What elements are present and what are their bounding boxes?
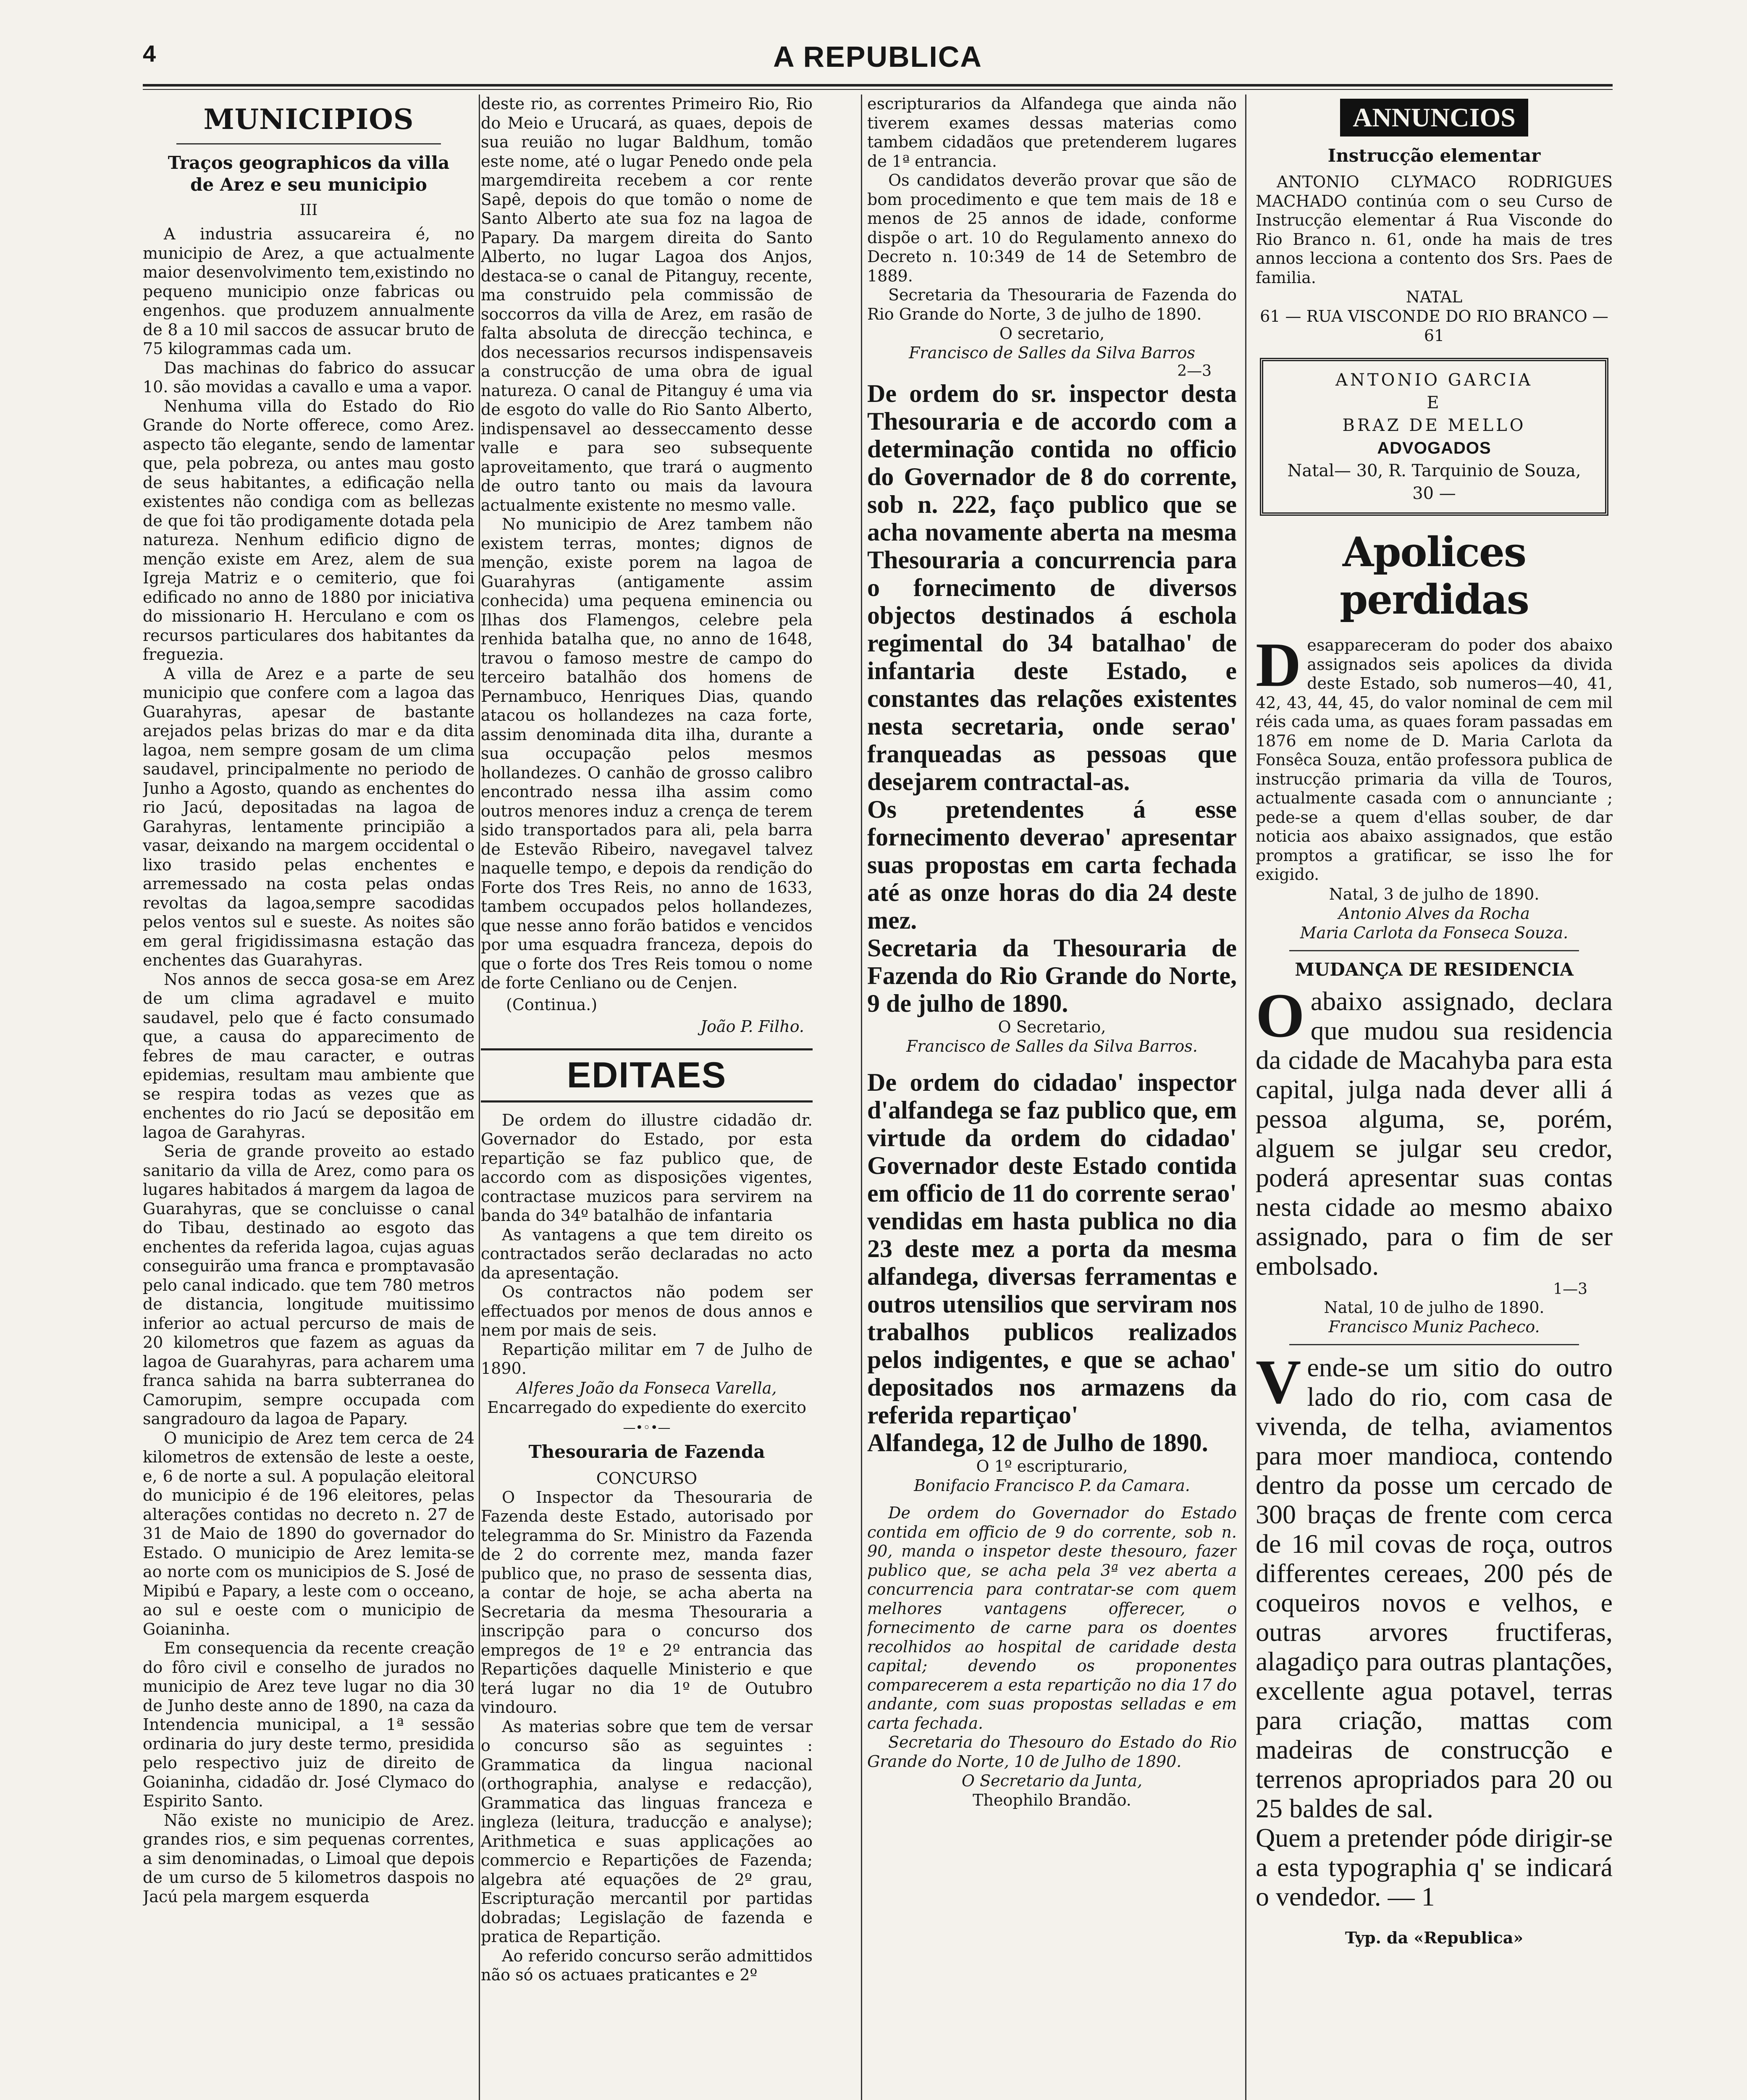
notice-large: Alfandega, 12 de Julho de 1890. [867, 1429, 1208, 1457]
notice-large: Secretaria da Thesouraria de Fazenda do Rio Grande do Norte, 9 de julho de 1890. [867, 934, 1237, 1017]
instrucao-header: Instrucção elementar [1327, 145, 1541, 166]
editaes-header: EDITAES [481, 1048, 813, 1102]
paragraph: Secretaria da Thesouraria de Fazenda do Rio Grande do Norte, 3 de julho de 1890. [867, 286, 1237, 323]
paragraph: deste rio, as correntes Primeiro Rio, Rio do Meio e Urucará, as quaes, depois de sua reuião no lugar Baldhum, tomão este nome, até o lugar Penedo onde pela margemdireita recebem a cor rente Sapê, depois do que tomão o nome de Santo Alberto ate sua foz na lagoa de Papary. Da margem direita do Santo Alberto, no lugar Lagoa dos Anjos, destaca-se o canal de Pitanguy, recente, ma construido pela commissão de soccorros da villa de Arez, em rasão de falta absoluta de direcção techinca, e dos necessarios recursos indispensaveis a construcção de uma obra de igual natureza. O canal de Pitanguy é uma via de esgoto do valle do Rio Santo Alberto, indispensavel ao desseccamento desse valle e para seo subsequente aproveitamento, que trará o augmento de outro tanto ou mais da lavoura actualmente existente no mesmo valle. [481, 94, 813, 514]
edital-paragraph: De ordem do illustre cidadão dr. Governador do Estado, por esta repartição se faz publico que, de accordo com as disposições vigentes, contractase muzicos para servirem na banda do 34º batalhão de infantaria [481, 1110, 813, 1225]
edital-paragraph: Os contractos não podem ser effectuados por menos de dous annos e nem por mais de seis. [481, 1283, 813, 1339]
signature-title: O secretario, [999, 324, 1105, 343]
notice-large: De ordem do sr. inspector desta Thesouraria e de accordo com a determinação contida no officio do Governador de 8 do corrente, sob n. 222, faço publico que se acha novamente aberta na mesma Thesouraria a concurrencia para o fornecimento de diversos objectos destinados á eschola regimental do 34 batalhao' de infantaria deste Estado, e constantes das relações existentes nesta secretaria, onde serao' franqueadas as pessoas que desejarem contractal-as. [867, 380, 1237, 795]
signature-title: O Secretario da Junta, [961, 1772, 1143, 1790]
advogados-label: ADVOGADOS [1377, 439, 1491, 457]
author-signature: João P. Filho. [700, 1017, 804, 1036]
paragraph: Não existe no municipio de Arez. grandes rios, e sim pequenas correntes, a sim denominadas, o Limoal que depois de um curso de 5 kilometros daspois no Jacú pela margem esquerda [143, 1811, 475, 1906]
advogados-address: Natal— 30, R. Tarquinio de Souza, 30 — [1287, 461, 1581, 503]
notice-large: Os pretendentes á esse fornecimento deverao' apresentar suas propostas em carta fechada até as onze horas do dia 24 deste mez. [867, 795, 1237, 934]
mudanca-signature: Francisco Muniz Pacheco. [1328, 1317, 1540, 1336]
notice-large: De ordem do cidadao' inspector d'alfandega se faz publico que, em virtude da ordem do cidadao' Governador deste Estado contida em officio de 11 do corrente serao' vendidas em hasta publica no dia 23 deste mez a porta da mesma alfandega, diversas ferramentas e outros utensilios que serviram nos trabalhos publicos realizados pelos indigentes, e que se achao' depositados nos armazens da referida repartiçao' [867, 1068, 1237, 1429]
tesouraria-header: Thesouraria de Fazenda [528, 1441, 765, 1462]
vende-text: ende-se um sitio do outro lado do rio, com casa de vivenda, de telha, aviamentos para moer mandioca, contendo dentro da posse um cercado de 300 braças de frente com cerca de 16 mil covas de roça, outros differentes cereaes, 200 pés de coqueiros novos e velhos, e outras arvores fructiferas, alagadiço para outras plantações, excellente agua potavel, terras para criação, mattas com madeiras de construcção e terrenos apropriados para 20 ou 25 baldes de sal. [1256, 1352, 1613, 1823]
column-municipios [143, 94, 475, 2100]
italic-notice: De ordem do Governador do Estado contida em officio de 9 do corrente, sob n. 90, manda o inspetor deste thesouro, fazer publico que, se acha pela 3ª vez aberta a concurrencia para contratar-se com quem melhores vantagens offerecer, o fornecimento de carne para os doentes recolhidos ao hospital de caridade desta capital; devendo os proponentes comparecerem a esta repartição no dia 17 do andante, com suas propostas selladas e em carta fechada. [867, 1504, 1237, 1732]
paragraph: Seria de grande proveito ao estado sanitario da villa de Arez, como para os lugares habitados á margem da lagoa de Guarahyras, que se concluisse o canal do Tibau, destinado ao esgoto das enchentes da referida lagoa, cujas aguas conseguirão uma franca e promptavasão pelo canal indicado. que tem 780 metros de distancia, longitude muitissimo inferior ao actual percurso de mais de 20 kilometros que fazem as aguas da lagoa de Guarahyras, para acharem uma franca sahida na barra subterranea do Camorupim, sempre occupada com sangradouro da lagoa de Papary. [143, 1142, 475, 1428]
conjunction: E [1427, 393, 1442, 412]
signature-name: Francisco de Salles da Silva Barros. [906, 1037, 1198, 1055]
continua-note: (Continua.) [506, 995, 598, 1014]
insertion-number: 1—3 [1553, 1280, 1587, 1298]
italic-notice: Secretaria do Thesouro do Estado do Rio Grande do Norte, 10 de Julho de 1890. [867, 1733, 1237, 1771]
signature-name: Theophilo Brandão. [973, 1791, 1131, 1809]
subtitle-line-2: de Arez e seu municipio [190, 174, 427, 195]
paragraph: Das machinas do fabrico do assucar 10. são movidas a cavallo e uma a vapor. [143, 358, 475, 396]
concurso-paragraph: Ao referido concurso serão admittidos não só os actuaes praticantes e 2º [481, 1946, 813, 1984]
instrucao-body: ANTONIO CLYMACO RODRIGUES MACHADO continúa com o seu Curso de Instrucção elementar á Rua Visconde do Rio Branco n. 61, onde ha mais de tres annos lecciona a contento dos Srs. Paes de familia. [1256, 173, 1613, 287]
vende-contact: Quem a pretender póde dirigir-se a esta typographia q' se indicará o vendedor. — 1 [1256, 1822, 1613, 1911]
edital-paragraph: As vantagens a que tem direito os contractados serão declaradas no acto da apresentação. [481, 1225, 813, 1282]
column-divider [479, 94, 480, 2100]
vende-body [1256, 1347, 1613, 1823]
part-number: III [299, 202, 318, 219]
signature-name: Francisco de Salles da Silva Barros [909, 344, 1195, 362]
paper-name: A REPUBLICA [773, 40, 982, 73]
paragraph: Em consequencia da recente creação do fôro civil e conselho de jurados no municipio de Arez teve lugar no dia 30 de Junho deste anno de 1890, na caza da Intendencia municipal, a 1ª sessão ordinaria do jury deste termo, presidida pelo respectivo juiz de direito de Goianinha, cidadão dr. José Clymaco do Espirito Santo. [143, 1639, 475, 1810]
advogados-card [1260, 358, 1608, 516]
top-rule-thin [143, 89, 1613, 90]
dropcap: D [1256, 630, 1301, 700]
column-anuncios [1256, 94, 1613, 2100]
apolices-header: Apolices perdidas [1340, 528, 1529, 623]
masthead [143, 40, 1613, 78]
dropcap: V [1256, 1347, 1301, 1417]
lawyer-name-1: ANTONIO GARCIA [1335, 370, 1533, 390]
signature-title: O Secretario, [998, 1018, 1106, 1036]
paragraph: O municipio de Arez tem cerca de 24 kilometros de extensão de leste a oeste, e, 6 de norte a sul. A população eleitoral do municipio é de 196 eleitores, pelas alterações contidas no decreto n. 27 de 31 de Maio de 1890 do governador do Estado. O municipio de Arez lemita-se ao norte com os municipios de S. José de Mipibú e Papary, a leste com o occeano, ao sul e oeste com o municipio de Goianinha. [143, 1428, 475, 1638]
article-subtitle [143, 152, 475, 196]
signature-name: Bonifacio Francisco P. da Camara. [914, 1476, 1190, 1495]
mudanca-text: abaixo assignado, declara que mudou sua residencia da cidade de Macahyba para esta capital, julga nada dever alli á pessoa alguma, se, porém, alguem se julgar seu credor, poderá apresentar suas contas nesta cidade ao mesmo abaixo assignado, para o fim de ser embolsado. [1256, 986, 1613, 1281]
paragraph: A villa de Arez e a parte de seu municipio que confere com a lagoa das Guarahyras, apesar de bastante arejados pelas brizas do mar e da dita lagoa, nem sempre gosam de um clima saudavel, principalmente no periodo de Junho a Agosto, quando as enchentes do rio Jacú, depositadas na lagoa de Garahyras, lentamente principião a vasar, deixando na margem occidental o lixo trasido pelas enchentes e arremessado na costa pelas ondas revoltas da lagoa,sempre sacodidas pelos ventos sul e sueste. As noites são em geral frigidissimasna estação das enchentes das Guarahyras. [143, 664, 475, 969]
signature-title: O 1º escripturario, [976, 1457, 1128, 1475]
apolices-signature: Antonio Alves da Rocha [1338, 904, 1530, 923]
edital-signature: Alferes João da Fonseca Varella, [517, 1378, 777, 1397]
mudanca-date: Natal, 10 de julho de 1890. [1324, 1298, 1545, 1317]
page-number: 4 [143, 40, 156, 67]
instrucao-address: 61 — RUA VISCONDE DO RIO BRANCO — 61 [1260, 307, 1608, 345]
column-editaes [481, 94, 813, 2100]
section-rule [1289, 950, 1579, 951]
instrucao-city: NATAL [1406, 288, 1463, 306]
column-notices [867, 94, 1237, 2100]
typography-credit: Typ. da «Republica» [1345, 1928, 1524, 1947]
column-divider [861, 94, 862, 2100]
apolices-body [1256, 630, 1613, 885]
paragraph: No municipio de Arez tambem não existem terras, montes; dignos de menção, existe porem na lagoa de Guarahyras (antigamente assim conhecida) uma pequena eminencia ou Ilhas dos Flamengos, celebre pela renhida batalha que, no anno de 1648, travou o famoso mestre de campo do terceiro batalhão dos homens de Pernambuco, Henriques Dias, quando atacou os hollandezes na caza forte, assim denominada dita ilha, durante a sua occupação pelos mesmos hollandezes. O canhão de grosso calibro encontrado nessa ilha assim como outros menores induz a crença de terem sido transportados para ali, pela barra de Estevão Ribeiro, navegavel talvez naquelle tempo, e depois da rendição do Forte dos Tres Reis, no anno de 1633, tambem occupados pelos hollandezes, que nesse anno forão batidos e vencidos por uma esquadra franceza, depois do que o forte dos Tres Reis tomou o nome de forte Cenliano ou de Cenjen. [481, 515, 813, 992]
mudanca-header: MUDANÇA DE RESIDENCIA [1295, 959, 1574, 980]
concurso-header: CONCURSO [596, 1469, 698, 1488]
top-rule [143, 84, 1613, 87]
section-rule [1289, 1344, 1579, 1345]
subtitle-line-1: Traços geographicos da villa [168, 152, 450, 173]
paragraph: escripturarios da Alfandega que ainda não tiverem exames dessas materias como tambem cidadãos que pretenderem lugares de 1ª entrancia. [867, 94, 1237, 171]
paragraph: A industria assucareira é, no municipio de Arez, a que actualmente maior desenvolvimento tem,existindo no pequeno municipio onze fabricas ou engenhos. que produzem annualmente de 8 a 10 mil saccos de assucar bruto de 75 kilogrammas cada um. [143, 225, 475, 358]
section-rule [176, 143, 441, 144]
insertion-number: 2—3 [1177, 362, 1212, 380]
dropcap: O [1256, 980, 1305, 1050]
anuncios-header [1256, 99, 1613, 136]
anuncios-label: ANNUNCIOS [1340, 99, 1528, 136]
concurso-paragraph: As materias sobre que tem de versar o concurso são as seguintes : Grammatica da lingua nacional (orthographia, analyse e redacção), Grammatica das linguas franceza e ingleza (leitura, traducção e analyse); Arithmetica e suas applicações ao commercio e Repartições de Fazenda; algebra até equações de 2º grau, Escripturação mercantil por partidas dobradas; Legislação de fazenda e pratica de Repartição. [481, 1717, 813, 1946]
edital-paragraph: Repartição militar em 7 de Julho de 1890. [481, 1340, 813, 1378]
lawyer-name-2: BRAZ DE MELLO [1342, 416, 1526, 435]
section-title: MUNICIPIOS [203, 103, 414, 136]
apolices-date: Natal, 3 de julho de 1890. [1329, 885, 1540, 903]
paragraph: Os candidatos deverão provar que são de bom procedimento e que tem mais de 18 e menos de 25 annos de idade, conforme dispõe o art. 10 do Regulamento annexo do Decreto n. 10:349 de 14 de Setembro de 1889. [867, 171, 1237, 285]
concurso-paragraph: O Inspector da Thesouraria de Fazenda deste Estado, autorisado por telegramma do Sr. Ministro da Fazenda de 2 do corrente mez, manda fazer publico que, no praso de sessenta dias, a contar de hoje, se acha aberta na Secretaria da mesma Thesouraria a inscripção para o concurso dos empregos de 1º e 2º entrancia das Repartições daquelle Ministerio e que terá lugar no dia 1º de Outubro vindouro. [481, 1488, 813, 1717]
column-divider [1245, 94, 1246, 2100]
paragraph: Nos annos de secca gosa-se em Arez de um clima agradavel e muito saudavel, pelo que é facto consumado que, a causa do apparecimento de febres de mau caracter, e outras epidemias, resultam mau ambiente que se respira todas as vezes que as enchentes do rio Jacú se depositão em lagoa de Garahyras. [143, 970, 475, 1142]
apolices-signature: Maria Carlota da Fonseca Souza. [1300, 923, 1569, 942]
mudanca-body [1256, 980, 1613, 1281]
paragraph: Nenhuma villa do Estado do Rio Grande do Norte offerece, como Arez. aspecto tão elegante, sendo de lamentar que, pela pobreza, ou antes mau gosto de seus habitantes, a edificação nella existentes não condiga com as bellezas de que foi tão prodigamente dotada pela natureza. Nenhum edificio digno de menção existe em Arez, alem de sua Igreja Matriz e o cemiterio, que foi edificado no anno de 1880 por iniciativa do missionario H. Herculano e com os recursos particulares dos habitantes da freguezia. [143, 396, 475, 664]
edital-signature-title: Encarregado do expediente do exercito [487, 1398, 806, 1417]
apolices-text: esappareceram do poder dos abaixo assignados seis apolices da divida deste Estado, sob numeros—40, 41, 42, 43, 44, 45, do valor nominal de cem mil réis cada uma, as quaes foram passadas em 1876 em nome de D. Maria Carlota da Fonsêca Souza, então professora publica de instrucção primaria da villa de Touros, actualmente casada com o annunciante ; pede-se a quem d'ellas souber, de dar noticia aos abaixo assignados, que estão promptos a gratificar, se isso lhe for exigido. [1256, 636, 1613, 884]
ornament-separator: —•◦•— [623, 1420, 671, 1435]
